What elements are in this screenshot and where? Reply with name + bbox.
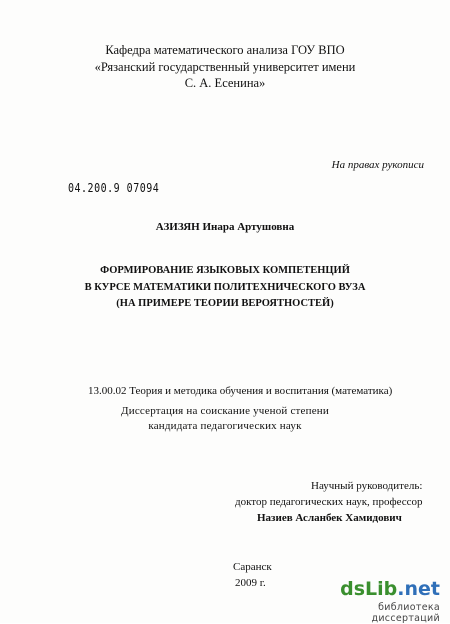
department-line: Кафедра математического анализа ГОУ ВПО — [105, 43, 345, 57]
dslib-logo — [328, 580, 440, 599]
dslib-watermark[interactable] — [328, 580, 440, 624]
archive-number-stamp: 04.200.9 07094 — [68, 181, 160, 196]
title-line-2: В КУРСЕ МАТЕМАТИКИ ПОЛИТЕХНИЧЕСКОГО ВУЗА — [84, 282, 366, 293]
university-name-line: С. А. Есенина» — [184, 76, 266, 90]
city: Саранск — [233, 561, 272, 573]
title-line-1: ФОРМИРОВАНИЕ ЯЗЫКОВЫХ КОМПЕТЕНЦИЙ — [100, 265, 350, 276]
supervisor-degree: доктор педагогических наук, профессор — [235, 496, 423, 508]
supervisor-label: Научный руководитель: — [311, 480, 423, 492]
specialty-code: 13.00.02 Теория и методика обучения и воспитания (математика) — [88, 385, 393, 397]
author-name: АЗИЗЯН Инара Артушовна — [155, 221, 295, 233]
supervisor-name: Назиев Асланбек Хамидович — [257, 512, 402, 524]
manuscript-note: На правах рукописи — [331, 159, 424, 171]
year: 2009 г. — [235, 577, 266, 589]
dslib-subtitle: библиотека диссертаций — [371, 602, 440, 624]
dslib-logo-tld: .net — [397, 578, 440, 600]
dslib-logo-main: dsLib — [340, 578, 398, 600]
dissertation-line-2: кандидата педагогических наук — [148, 420, 302, 432]
title-line-3: (НА ПРИМЕРЕ ТЕОРИИ ВЕРОЯТНОСТЕЙ) — [116, 298, 334, 309]
dissertation-line-1: Диссертация на соискание ученой степени — [121, 405, 329, 417]
university-line: «Рязанский государственный университет имени — [94, 60, 356, 74]
